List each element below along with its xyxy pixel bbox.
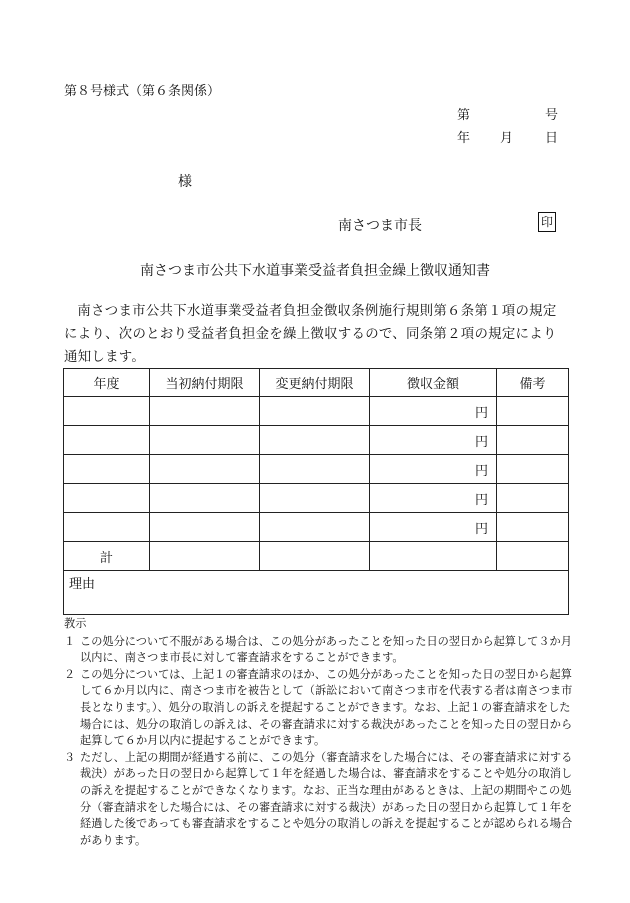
date-day: 日 bbox=[545, 131, 559, 146]
header-original-due: 当初納付期限 bbox=[150, 369, 260, 397]
header-year: 年度 bbox=[64, 369, 150, 397]
table-row bbox=[64, 397, 569, 426]
table-row bbox=[64, 484, 569, 513]
table-header-row bbox=[64, 369, 569, 397]
instruction-text: ただし、上記の期間が経過する前に、この処分（審査請求をした場合には、その審査請求に対する裁決）があった日の翌日から起算して１年を経過した場合は、審査請求をすることや処分の取消しの訴えを提起することができなくなります。なお、正当な理由があるときは、上記の期間やこの処分（審査請求をした場合には、その審査請求に対する裁決）があった日の翌日から起算して１年を経過した後であっても審査請求をすることや処分の取消しの訴えを提起することが認められる場合があります。 bbox=[80, 750, 573, 847]
currency-unit: 円 bbox=[370, 397, 497, 426]
instruction-number: １ bbox=[64, 634, 76, 648]
addressee-suffix: 様 bbox=[178, 174, 192, 190]
number-suffix: 号 bbox=[545, 108, 559, 123]
currency-unit: 円 bbox=[370, 484, 497, 513]
instruction-item bbox=[64, 667, 574, 750]
instructions-heading: 教示 bbox=[64, 617, 87, 630]
document-title: 南さつま市公共下水道事業受益者負担金繰上徴収通知書 bbox=[140, 263, 490, 279]
instruction-text: この処分については、上記１の審査請求のほか、この処分があったことを知った日の翌日から起算して６か月以内に、南さつま市を被告として（訴訟において南さつま市を代表する者は南さつま市長となります。）、処分の取消しの訴えを提起することができます。なお、上記１の審査請求をした場合には、処分の取消しの訴えは、その審査請求に対する裁決があったことを知った日の翌日から起算して６か月以内に提起することができます。 bbox=[80, 667, 573, 748]
total-label: 計 bbox=[64, 542, 150, 571]
instruction-item bbox=[64, 634, 574, 667]
date-month: 月 bbox=[500, 131, 514, 146]
seal-mark: 印 bbox=[538, 212, 556, 232]
instruction-item bbox=[64, 750, 574, 850]
header-amount: 徴収金額 bbox=[370, 369, 497, 397]
header-remarks: 備考 bbox=[497, 369, 569, 397]
table-row bbox=[64, 426, 569, 455]
date-year: 年 bbox=[457, 131, 471, 146]
currency-unit: 円 bbox=[370, 513, 497, 542]
header-changed-due: 変更納付期限 bbox=[260, 369, 370, 397]
instructions-section bbox=[64, 616, 574, 849]
issuer-name: 南さつま市長 bbox=[338, 218, 422, 234]
collection-table bbox=[63, 368, 569, 571]
table-row bbox=[64, 455, 569, 484]
table-row bbox=[64, 513, 569, 542]
instruction-number: ３ bbox=[64, 750, 76, 764]
body-paragraph: 南さつま市公共下水道事業受益者負担金徴収条例施行規則第６条第１項の規定により、次のとおり受益者負担金を繰上徴収するので、同条第２項の規定により通知します。 bbox=[64, 304, 557, 365]
currency-unit: 円 bbox=[370, 426, 497, 455]
instruction-number: ２ bbox=[64, 667, 76, 681]
currency-unit: 円 bbox=[370, 455, 497, 484]
reason-box bbox=[63, 569, 569, 615]
reason-label: 理由 bbox=[69, 577, 96, 592]
form-id: 第８号様式（第６条関係） bbox=[64, 84, 221, 99]
number-prefix: 第 bbox=[457, 108, 471, 123]
total-row bbox=[64, 542, 569, 571]
instruction-text: この処分について不服がある場合は、この処分があったことを知った日の翌日から起算して３か月以内に、南さつま市長に対して審査請求をすることができます。 bbox=[80, 634, 572, 665]
